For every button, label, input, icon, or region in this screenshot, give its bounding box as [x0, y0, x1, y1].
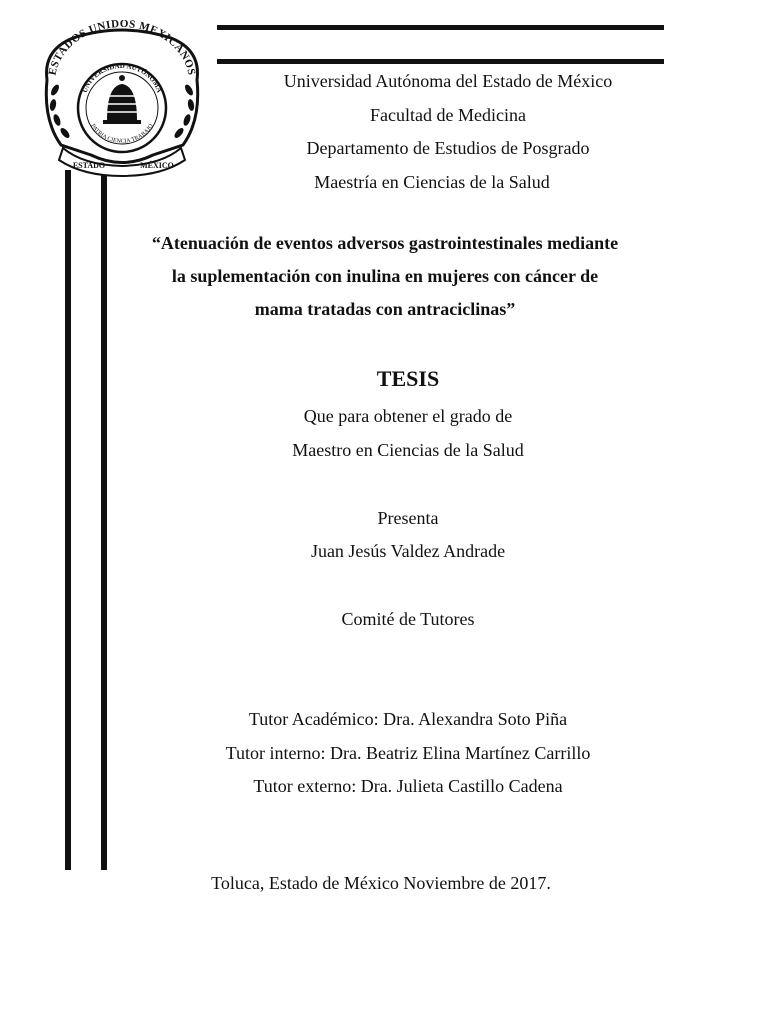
seal-top-text: ESTADOS UNIDOS MEXICANOS	[46, 20, 198, 77]
tutor-internal: Tutor interno: Dra. Beatriz Elina Martínez Carrillo	[225, 743, 591, 763]
committee-label: Comité de Tutores	[341, 609, 475, 629]
degree-purpose-line-2: Maestro en Ciencias de la Salud	[292, 440, 524, 460]
university-name: Universidad Autónoma del Estado de México	[283, 71, 613, 91]
tutor-external: Tutor externo: Dra. Julieta Castillo Cadena	[253, 776, 563, 796]
faculty-name: Facultad de Medicina	[370, 105, 526, 125]
department-name: Departamento de Estudios de Posgrado	[306, 138, 590, 158]
thesis-label: TESIS	[376, 366, 440, 391]
author-name: Juan Jesús Valdez Andrade	[310, 541, 506, 561]
seal-motto: PATRIA CIENCIA TRABAJO	[89, 123, 155, 145]
presents-label: Presenta	[377, 508, 439, 528]
seal-bottom-right: MÉXICO	[140, 161, 174, 170]
tutor-academic: Tutor Académico: Dra. Alexandra Soto Piña	[248, 709, 568, 729]
thesis-title-line-1: “Atenuación de eventos adversos gastrointestinales mediante	[151, 233, 619, 253]
top-rule-upper	[217, 25, 664, 30]
program-name: Maestría en Ciencias de la Salud	[314, 172, 550, 192]
seal-inner-text: UNIVERSIDAD AUTÓNOMA	[80, 61, 164, 94]
top-rule-lower	[217, 59, 664, 64]
seal-bottom-left: ESTADO	[72, 161, 106, 170]
thesis-title-line-3: mama tratadas con antraciclinas”	[254, 299, 516, 319]
degree-purpose-line-1: Que para obtener el grado de	[303, 406, 513, 426]
place-and-date: Toluca, Estado de México Noviembre de 2017.	[211, 873, 551, 893]
thesis-title-line-2: la suplementación con inulina en mujeres con cáncer de	[171, 266, 599, 286]
